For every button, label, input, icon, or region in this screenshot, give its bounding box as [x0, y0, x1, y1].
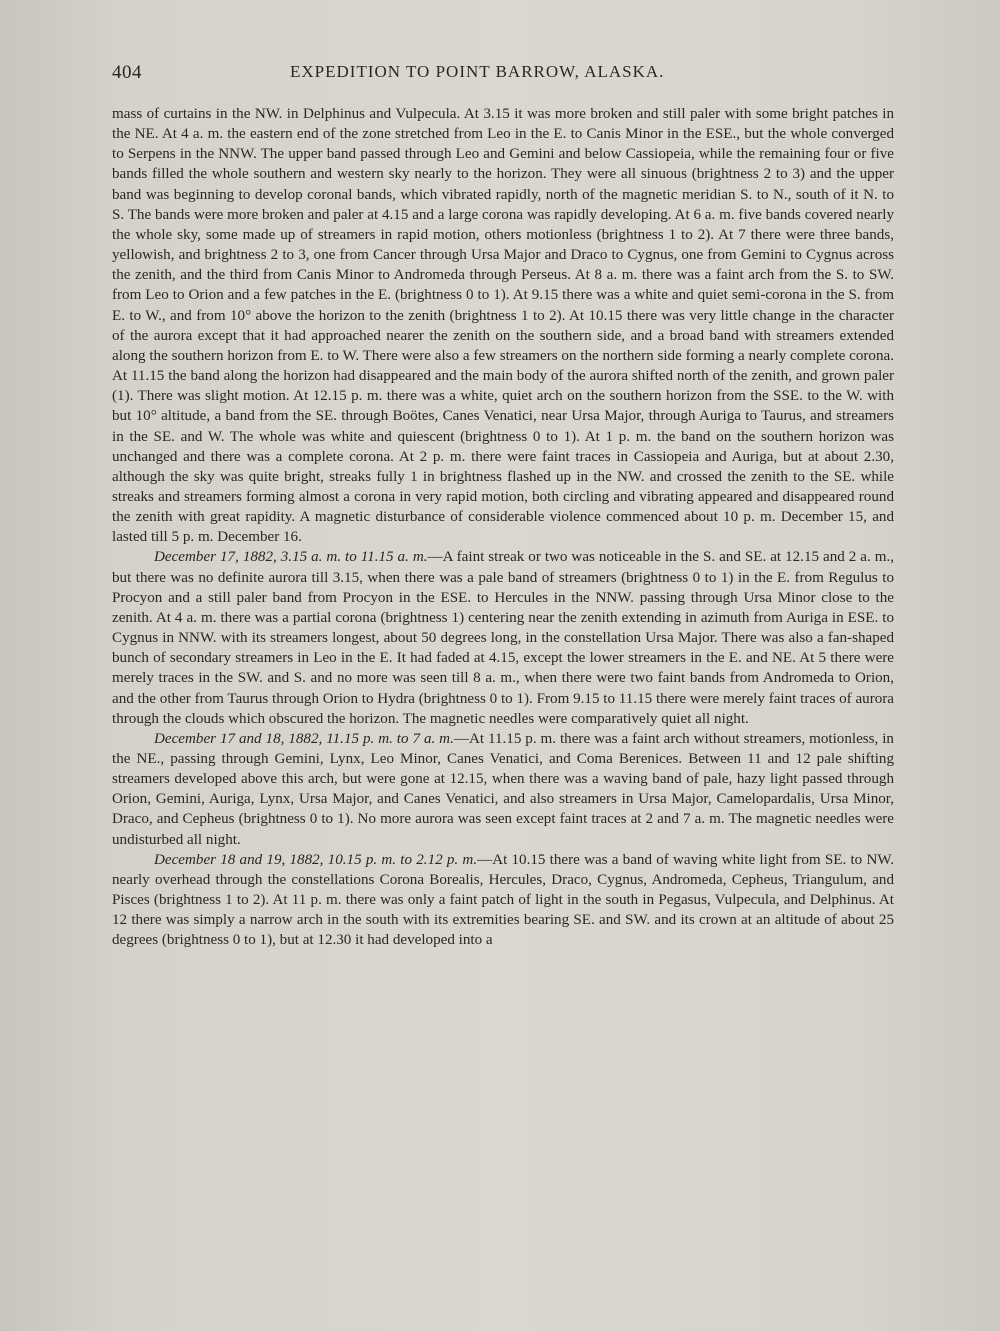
- running-title: EXPEDITION TO POINT BARROW, ALASKA.: [290, 62, 665, 81]
- paragraph-text: —A faint streak or two was noticeable in the S. and SE. at 12.15 and 2 a. m., but there was no definite aurora till 3.15, when there was a pale band of streamers (brightness 0 to 1) in the E. from Regulus to Procyon and a still paler band from Procyon in the ESE. to Hercules in the NNW. passing through Ursa Minor close to the zenith. At 4 a. m. there was a partial corona (brightness 1) centering near the zenith extending in azimuth from Auriga in ESE. to Cygnus in NNW. with its streamers longest, about 50 degrees long, in the constellation Ursa Major. There was also a fan-shaped bunch of secondary streamers in Leo in the E. It had faded at 4.15, except the lower streamers in the E. and NE. At 5 there were merely traces in the SW. and S. and no more was seen till 8 a. m., when there were two faint bands from Andromeda to Orion, and the other from Taurus through Orion to Hydra (brightness 0 to 1). From 9.15 to 11.15 there were merely faint traces of aurora through the clouds which obscured the horizon. The magnetic needles were comparatively quiet all night.: [112, 549, 894, 727]
- entry-date: December 17 and 18, 1882, 11.15 p. m. to 7 a. m.: [154, 730, 454, 747]
- paragraph-entry-december-18-19: [112, 850, 894, 951]
- entry-date: December 18 and 19, 1882, 10.15 p. m. to 2.12 p. m.: [154, 851, 478, 868]
- paragraph-text: —At 11.15 p. m. there was a faint arch without streamers, motionless, in the NE., passing through Gemini, Lynx, Leo Minor, Canes Venatici, and Coma Berenices. Between 11 and 12 pale shifting streamers developed above this arch, but were gone at 12.15, when there was a waving band of pale, hazy light passed through Orion, Gemini, Auriga, Lynx, Ursa Major, and Canes Venatici, and also streamers in Ursa Major, Camelopardalis, Ursa Minor, Draco, and Cepheus (brightness 0 to 1). No more aurora was seen except faint traces at 2 and 7 a. m. The magnetic needles were undisturbed all night.: [112, 730, 894, 848]
- paragraph-text: mass of curtains in the NW. in Delphinus and Vulpecula. At 3.15 it was more broken and still paler with some bright patches in the NE. At 4 a. m. the eastern end of the zone stretched from Leo in the E. to Canis Minor in the ESE., but the whole converged to Serpens in the NNW. The upper band passed through Leo and Gemini and below Cassiopeia, while the remaining four or five bands filled the whole southern and western sky nearly to the horizon. They were all sinuous (brightness 2 to 3) and the upper band was beginning to develop coronal bands, which vibrated rapidly, north of the magnetic meridian S. to N., south of it N. to S. The bands were more broken and paler at 4.15 and a large corona was rapidly developing. At 6 a. m. five bands covered nearly the whole sky, some made up of streamers in rapid motion, others motionless (brightness 1 to 2). At 7 there were three bands, yellowish, and brightness 2 to 3, one from Cancer through Ursa Major and Draco to Cygnus, one from Gemini to Cygnus across the zenith, and the third from Canis Minor to Andromeda through Perseus. At 8 a. m. there was a faint arch from the S. to SW. from Leo to Orion and a few patches in the E. (brightness 0 to 1). At 9.15 there was a white and quiet semi-corona in the S. from E. to W., and from 10° above the horizon to the zenith (brightness 1 to 2). At 10.15 there was very little change in the character of the aurora except that it had approached nearer the zenith on the southern side, and a broad band with streamers extended along the southern horizon from E. to W. There were also a few streamers on the northern side forming a nearly complete corona. At 11.15 the band along the horizon had disappeared and the main body of the aurora shifted north of the zenith, and grown paler (1). There was slight motion. At 12.15 p. m. there was a white, quiet arch on the southern horizon from the SSE. to the W. with but 10° altitude, a band from the SE. through Boötes, Canes Venatici, near Ursa Major, through Auriga to Taurus, and streamers in the SE. and W. The whole was white and quiescent (brightness 0 to 1). At 1 p. m. the band on the southern horizon was unchanged and there was a complete corona. At 2 p. m. there were faint traces in Cassiopeia and Auriga, but at about 2.30, although the sky was quite bright, streaks fully 1 in brightness flashed up in the NW. and crossed the zenith to the SE. while streaks and streamers forming almost a corona in very rapid motion, both circling and vibrating appeared and disappeared round the zenith with great rapidity. A magnetic disturbance of considerable violence commenced about 10 p. m. December 15, and lasted till 5 p. m. December 16.: [112, 106, 894, 546]
- paragraph-entry-december-17: [112, 547, 894, 728]
- page-number: 404: [112, 62, 142, 83]
- entry-date: December 17, 1882, 3.15 a. m. to 11.15 a. m.: [154, 549, 428, 566]
- paragraph-text: —At 10.15 there was a band of waving white light from SE. to NW. nearly overhead through the constellations Corona Borealis, Hercules, Draco, Cygnus, Andromeda, Cepheus, Triangulum, and Pisces (brightness 1 to 2). At 11 p. m. there was only a faint patch of light in the south in Pegasus, Vulpecula, and Delphinus. At 12 there was simply a narrow arch in the south with its extremities bearing SE. and SW. and its crown at an altitude of about 25 degrees (brightness 0 to 1), but at 12.30 it had developed into a: [112, 851, 894, 949]
- body-text: [112, 104, 894, 951]
- paragraph-continuation: [112, 104, 894, 547]
- paragraph-entry-december-17-18: [112, 729, 894, 850]
